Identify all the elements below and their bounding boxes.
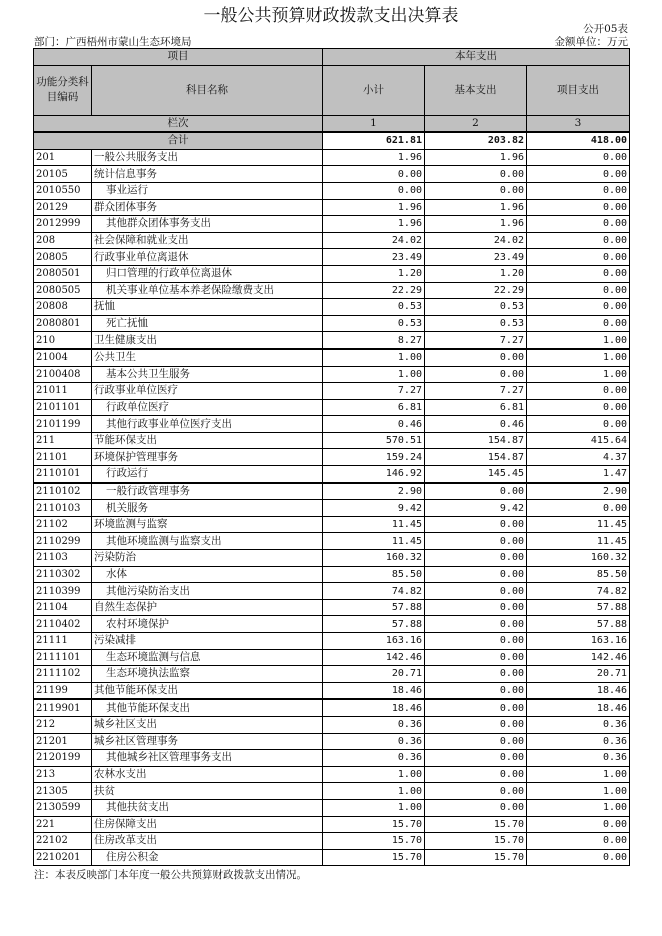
table-row [34, 816, 630, 833]
name-cell: 行政事业单位医疗 [92, 383, 323, 400]
basic-cell: 0.46 [425, 416, 527, 433]
table-row [34, 599, 630, 616]
name-cell: 社会保障和就业支出 [92, 232, 323, 249]
subtotal-cell: 57.88 [323, 599, 425, 616]
name-cell: 行政单位医疗 [92, 399, 323, 416]
code-cell: 2110302 [34, 566, 92, 583]
code-cell: 2119901 [34, 699, 92, 716]
subtotal-cell: 0.36 [323, 733, 425, 750]
project-cell: 0.00 [527, 383, 630, 400]
name-cell: 统计信息事务 [92, 166, 323, 183]
code-cell: 2110402 [34, 616, 92, 633]
basic-cell: 1.20 [425, 265, 527, 282]
project-cell: 0.00 [527, 182, 630, 199]
project-cell: 18.46 [527, 699, 630, 716]
code-cell: 21102 [34, 516, 92, 533]
project-cell: 0.00 [527, 149, 630, 166]
name-cell: 住房公积金 [92, 849, 323, 866]
code-cell: 210 [34, 332, 92, 349]
subtotal-cell: 1.00 [323, 766, 425, 783]
subtotal-cell: 1.00 [323, 799, 425, 816]
table-row [34, 766, 630, 783]
subtotal-cell: 8.27 [323, 332, 425, 349]
table-row [34, 699, 630, 716]
name-cell: 机关服务 [92, 500, 323, 517]
code-cell: 21305 [34, 783, 92, 800]
table-row [34, 533, 630, 550]
basic-cell: 0.00 [425, 599, 527, 616]
table-row [34, 649, 630, 666]
basic-cell: 145.45 [425, 466, 527, 483]
code-cell: 2120199 [34, 750, 92, 767]
table-row [34, 282, 630, 299]
name-cell: 自然生态保护 [92, 599, 323, 616]
table-row [34, 716, 630, 733]
basic-cell: 0.00 [425, 166, 527, 183]
table-row [34, 149, 630, 166]
table-row [34, 332, 630, 349]
subtotal-cell: 1.96 [323, 199, 425, 216]
code-cell: 201 [34, 149, 92, 166]
table-row [34, 633, 630, 650]
table-row [34, 199, 630, 216]
code-cell: 2101101 [34, 399, 92, 416]
subtotal-cell: 11.45 [323, 533, 425, 550]
project-cell: 0.00 [527, 232, 630, 249]
project-cell: 0.00 [527, 816, 630, 833]
code-cell: 2080801 [34, 315, 92, 332]
basic-cell: 0.00 [425, 750, 527, 767]
code-cell: 21101 [34, 449, 92, 466]
basic-cell: 154.87 [425, 432, 527, 449]
project-cell: 160.32 [527, 550, 630, 567]
project-cell: 1.00 [527, 366, 630, 383]
name-cell: 住房改革支出 [92, 833, 323, 850]
code-cell: 2130599 [34, 799, 92, 816]
subtotal-cell: 1.00 [323, 349, 425, 366]
project-cell: 0.00 [527, 833, 630, 850]
table-row [34, 315, 630, 332]
basic-cell: 0.53 [425, 299, 527, 316]
table-row [34, 682, 630, 699]
name-cell: 事业运行 [92, 182, 323, 199]
name-cell: 水体 [92, 566, 323, 583]
subtotal-cell: 18.46 [323, 699, 425, 716]
amount-unit-label: 金额单位：万元 [554, 36, 628, 48]
project-cell: 1.00 [527, 349, 630, 366]
basic-cell: 0.00 [425, 483, 527, 500]
name-cell: 其他节能环保支出 [92, 682, 323, 699]
subtotal-cell: 1.96 [323, 216, 425, 233]
project-cell: 0.00 [527, 399, 630, 416]
name-cell: 公共卫生 [92, 349, 323, 366]
name-cell: 基本公共卫生服务 [92, 366, 323, 383]
subtotal-cell: 163.16 [323, 633, 425, 650]
basic-cell: 1.96 [425, 149, 527, 166]
subtotal-cell: 15.70 [323, 816, 425, 833]
project-cell: 142.46 [527, 649, 630, 666]
basic-cell: 0.00 [425, 550, 527, 567]
basic-cell: 0.00 [425, 633, 527, 650]
name-cell: 死亡抚恤 [92, 315, 323, 332]
name-cell: 其他污染防治支出 [92, 583, 323, 600]
name-cell: 行政运行 [92, 466, 323, 483]
basic-cell: 7.27 [425, 383, 527, 400]
basic-cell: 0.00 [425, 799, 527, 816]
header-code: 功能分类科目编码 [34, 65, 92, 115]
code-cell: 20129 [34, 199, 92, 216]
subtotal-cell: 1.00 [323, 783, 425, 800]
project-cell: 0.00 [527, 282, 630, 299]
code-cell: 2080501 [34, 265, 92, 282]
header-item: 项目 [34, 49, 323, 66]
project-cell: 1.00 [527, 783, 630, 800]
subtotal-cell: 0.53 [323, 315, 425, 332]
basic-cell: 15.70 [425, 816, 527, 833]
basic-cell: 0.00 [425, 366, 527, 383]
project-cell: 0.00 [527, 265, 630, 282]
subtotal-cell: 7.27 [323, 383, 425, 400]
project-cell: 85.50 [527, 566, 630, 583]
table-row [34, 799, 630, 816]
basic-cell: 22.29 [425, 282, 527, 299]
name-cell: 扶贫 [92, 783, 323, 800]
code-cell: 221 [34, 816, 92, 833]
subtotal-cell: 146.92 [323, 466, 425, 483]
table-row [34, 500, 630, 517]
code-cell: 2110102 [34, 483, 92, 500]
expenditure-table [33, 48, 630, 866]
table-row [34, 583, 630, 600]
header-project: 项目支出 [527, 65, 630, 115]
subtotal-cell: 160.32 [323, 550, 425, 567]
subtotal-cell: 0.36 [323, 750, 425, 767]
subtotal-cell: 1.00 [323, 366, 425, 383]
project-cell: 0.00 [527, 416, 630, 433]
name-cell: 住房保障支出 [92, 816, 323, 833]
subtotal-cell: 22.29 [323, 282, 425, 299]
name-cell: 农林水支出 [92, 766, 323, 783]
subtotal-cell: 0.46 [323, 416, 425, 433]
subtotal-cell: 0.36 [323, 716, 425, 733]
name-cell: 污染防治 [92, 550, 323, 567]
project-cell: 0.00 [527, 299, 630, 316]
name-cell: 环境保护管理事务 [92, 449, 323, 466]
basic-cell: 7.27 [425, 332, 527, 349]
form-number: 公开05表 [583, 23, 628, 35]
table-row [34, 550, 630, 567]
basic-cell: 0.00 [425, 182, 527, 199]
code-cell: 21201 [34, 733, 92, 750]
header-col1: 1 [323, 115, 425, 132]
code-cell: 21011 [34, 383, 92, 400]
name-cell: 污染减排 [92, 633, 323, 650]
project-cell: 2.90 [527, 483, 630, 500]
project-cell: 0.00 [527, 315, 630, 332]
total-project: 418.00 [527, 132, 630, 149]
name-cell: 其他行政事业单位医疗支出 [92, 416, 323, 433]
subtotal-cell: 1.96 [323, 149, 425, 166]
table-row [34, 299, 630, 316]
header-row-columns [34, 65, 630, 115]
basic-cell: 24.02 [425, 232, 527, 249]
project-cell: 11.45 [527, 516, 630, 533]
basic-cell: 154.87 [425, 449, 527, 466]
name-cell: 一般公共服务支出 [92, 149, 323, 166]
basic-cell: 0.00 [425, 516, 527, 533]
basic-cell: 9.42 [425, 500, 527, 517]
subtotal-cell: 2.90 [323, 483, 425, 500]
table-row [34, 432, 630, 449]
table-row [34, 366, 630, 383]
project-cell: 1.47 [527, 466, 630, 483]
basic-cell: 0.00 [425, 766, 527, 783]
table-row [34, 466, 630, 483]
code-cell: 2111102 [34, 666, 92, 683]
code-cell: 212 [34, 716, 92, 733]
table-row [34, 265, 630, 282]
table-row [34, 566, 630, 583]
table-row [34, 666, 630, 683]
subtotal-cell: 1.20 [323, 265, 425, 282]
basic-cell: 0.00 [425, 533, 527, 550]
table-row [34, 216, 630, 233]
header-row-column-no [34, 115, 630, 132]
subtotal-cell: 0.00 [323, 166, 425, 183]
code-cell: 2111101 [34, 649, 92, 666]
header-basic: 基本支出 [425, 65, 527, 115]
total-subtotal: 621.81 [323, 132, 425, 149]
report-title: 一般公共预算财政拨款支出决算表 [203, 6, 459, 26]
name-cell: 其他节能环保支出 [92, 699, 323, 716]
subtotal-cell: 74.82 [323, 583, 425, 600]
table-row [34, 182, 630, 199]
table-row [34, 516, 630, 533]
table-row [34, 232, 630, 249]
table-row [34, 449, 630, 466]
name-cell: 其他环境监测与监察支出 [92, 533, 323, 550]
table-row [34, 416, 630, 433]
project-cell: 0.00 [527, 500, 630, 517]
name-cell: 城乡社区管理事务 [92, 733, 323, 750]
project-cell: 0.00 [527, 216, 630, 233]
basic-cell: 1.96 [425, 199, 527, 216]
basic-cell: 15.70 [425, 849, 527, 866]
table-row [34, 849, 630, 866]
code-cell: 21004 [34, 349, 92, 366]
basic-cell: 0.00 [425, 716, 527, 733]
header-name: 科目名称 [92, 65, 323, 115]
project-cell: 0.36 [527, 750, 630, 767]
department-label: 部门：广西梧州市蒙山生态环境局 [34, 36, 192, 48]
basic-cell: 0.00 [425, 566, 527, 583]
subtotal-cell: 15.70 [323, 849, 425, 866]
project-cell: 11.45 [527, 533, 630, 550]
project-cell: 0.00 [527, 199, 630, 216]
code-cell: 21104 [34, 599, 92, 616]
code-cell: 21111 [34, 633, 92, 650]
basic-cell: 0.00 [425, 616, 527, 633]
code-cell: 2010550 [34, 182, 92, 199]
subtotal-cell: 142.46 [323, 649, 425, 666]
basic-cell: 1.96 [425, 216, 527, 233]
subtotal-cell: 18.46 [323, 682, 425, 699]
basic-cell: 15.70 [425, 833, 527, 850]
table-row [34, 249, 630, 266]
header-col3: 3 [527, 115, 630, 132]
name-cell: 生态环境监测与信息 [92, 649, 323, 666]
project-cell: 0.00 [527, 249, 630, 266]
name-cell: 卫生健康支出 [92, 332, 323, 349]
table-row [34, 399, 630, 416]
subtotal-cell: 85.50 [323, 566, 425, 583]
code-cell: 20805 [34, 249, 92, 266]
project-cell: 57.88 [527, 616, 630, 633]
project-cell: 0.00 [527, 166, 630, 183]
header-row-group [34, 49, 630, 66]
header-year-expense: 本年支出 [323, 49, 630, 66]
subtotal-cell: 11.45 [323, 516, 425, 533]
code-cell: 208 [34, 232, 92, 249]
name-cell: 其他城乡社区管理事务支出 [92, 750, 323, 767]
name-cell: 城乡社区支出 [92, 716, 323, 733]
name-cell: 归口管理的行政单位离退休 [92, 265, 323, 282]
basic-cell: 0.00 [425, 783, 527, 800]
table-row [34, 750, 630, 767]
subtotal-cell: 9.42 [323, 500, 425, 517]
table-row [34, 166, 630, 183]
project-cell: 1.00 [527, 799, 630, 816]
basic-cell: 23.49 [425, 249, 527, 266]
header-subtotal: 小计 [323, 65, 425, 115]
subtotal-cell: 159.24 [323, 449, 425, 466]
header-column-no: 栏次 [34, 115, 323, 132]
project-cell: 18.46 [527, 682, 630, 699]
header-col2: 2 [425, 115, 527, 132]
name-cell: 群众团体事务 [92, 199, 323, 216]
code-cell: 2100408 [34, 366, 92, 383]
code-cell: 2210201 [34, 849, 92, 866]
subtotal-cell: 0.00 [323, 182, 425, 199]
name-cell: 行政事业单位离退休 [92, 249, 323, 266]
code-cell: 2110299 [34, 533, 92, 550]
code-cell: 2012999 [34, 216, 92, 233]
code-cell: 21199 [34, 682, 92, 699]
code-cell: 213 [34, 766, 92, 783]
code-cell: 2101199 [34, 416, 92, 433]
code-cell: 2110101 [34, 466, 92, 483]
subtotal-cell: 6.81 [323, 399, 425, 416]
basic-cell: 0.00 [425, 733, 527, 750]
basic-cell: 6.81 [425, 399, 527, 416]
project-cell: 415.64 [527, 432, 630, 449]
subtotal-cell: 570.51 [323, 432, 425, 449]
basic-cell: 0.00 [425, 583, 527, 600]
table-row [34, 733, 630, 750]
code-cell: 22102 [34, 833, 92, 850]
project-cell: 0.36 [527, 716, 630, 733]
project-cell: 163.16 [527, 633, 630, 650]
footnote: 注：本表反映部门本年度一般公共预算财政拨款支出情况。 [34, 869, 307, 881]
code-cell: 21103 [34, 550, 92, 567]
total-row [34, 132, 630, 149]
code-cell: 20105 [34, 166, 92, 183]
code-cell: 211 [34, 432, 92, 449]
table-row [34, 783, 630, 800]
code-cell: 2110399 [34, 583, 92, 600]
subtotal-cell: 24.02 [323, 232, 425, 249]
name-cell: 环境监测与监察 [92, 516, 323, 533]
name-cell: 农村环境保护 [92, 616, 323, 633]
name-cell: 一般行政管理事务 [92, 483, 323, 500]
name-cell: 机关事业单位基本养老保险缴费支出 [92, 282, 323, 299]
subtotal-cell: 15.70 [323, 833, 425, 850]
total-basic: 203.82 [425, 132, 527, 149]
table-row [34, 833, 630, 850]
code-cell: 2080505 [34, 282, 92, 299]
project-cell: 1.00 [527, 332, 630, 349]
basic-cell: 0.00 [425, 349, 527, 366]
subtotal-cell: 20.71 [323, 666, 425, 683]
name-cell: 其他扶贫支出 [92, 799, 323, 816]
project-cell: 0.00 [527, 849, 630, 866]
name-cell: 其他群众团体事务支出 [92, 216, 323, 233]
project-cell: 4.37 [527, 449, 630, 466]
code-cell: 2110103 [34, 500, 92, 517]
total-label: 合计 [34, 132, 323, 149]
basic-cell: 0.53 [425, 315, 527, 332]
project-cell: 20.71 [527, 666, 630, 683]
basic-cell: 0.00 [425, 649, 527, 666]
table-row [34, 383, 630, 400]
project-cell: 1.00 [527, 766, 630, 783]
table-row [34, 616, 630, 633]
subtotal-cell: 57.88 [323, 616, 425, 633]
project-cell: 57.88 [527, 599, 630, 616]
subtotal-cell: 23.49 [323, 249, 425, 266]
name-cell: 抚恤 [92, 299, 323, 316]
code-cell: 20808 [34, 299, 92, 316]
project-cell: 0.36 [527, 733, 630, 750]
basic-cell: 0.00 [425, 666, 527, 683]
table-row [34, 349, 630, 366]
name-cell: 生态环境执法监察 [92, 666, 323, 683]
project-cell: 74.82 [527, 583, 630, 600]
basic-cell: 0.00 [425, 682, 527, 699]
basic-cell: 0.00 [425, 699, 527, 716]
name-cell: 节能环保支出 [92, 432, 323, 449]
table-row [34, 483, 630, 500]
subtotal-cell: 0.53 [323, 299, 425, 316]
